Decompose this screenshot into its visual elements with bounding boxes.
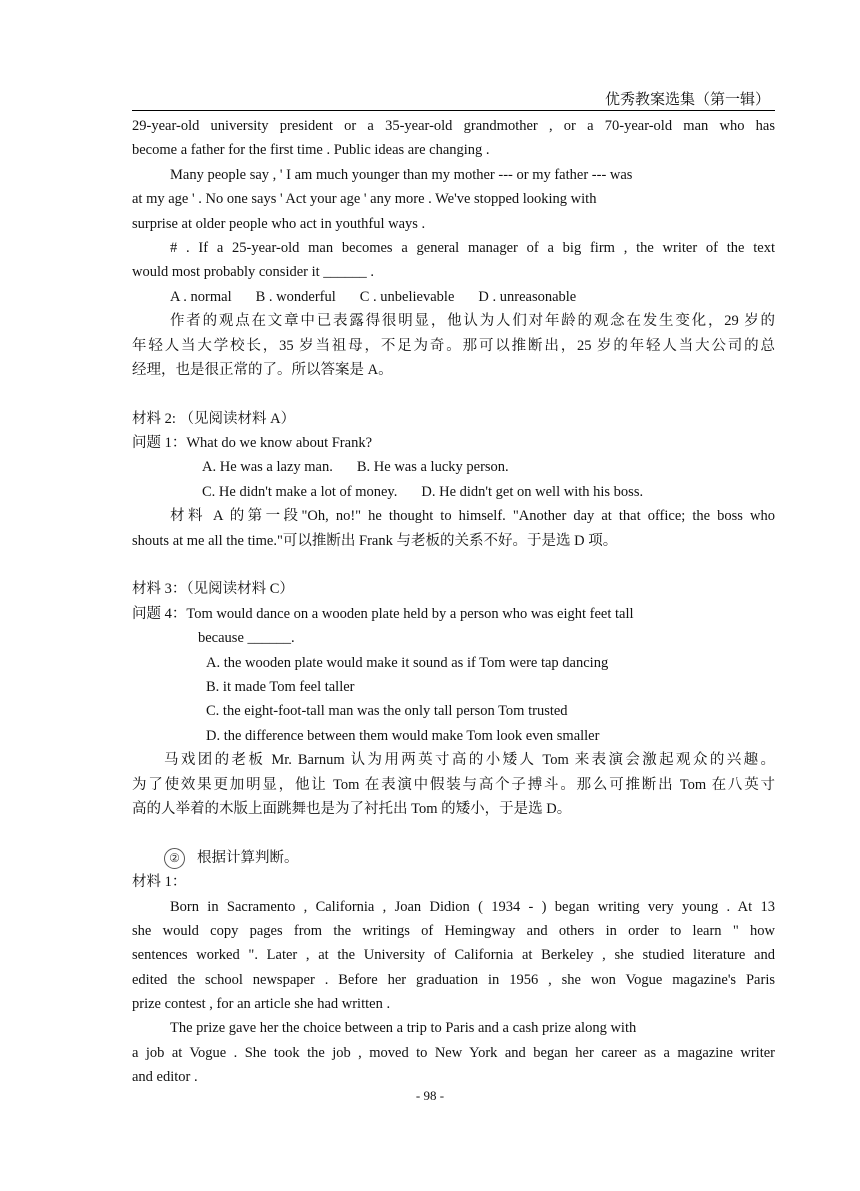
question-line: 问题 1：What do we know about Frank?: [132, 435, 373, 452]
material-heading: 材料 1：: [132, 874, 187, 891]
explanation-line: 材料 A 的第一段"Oh, no!" he thought to himself. "Another day at that office; the boss who: [170, 508, 775, 525]
option-b: B. He was a lucky person.: [356, 459, 509, 476]
blank-line: [132, 382, 775, 406]
option-d: D . unreasonable: [478, 288, 577, 305]
option-a: A . normal: [170, 288, 232, 305]
option-row: [132, 480, 775, 504]
blank-line: [132, 821, 775, 845]
blank-line: [132, 553, 775, 577]
option-d: D. the difference between them would make Tom look even smaller: [206, 727, 600, 744]
text-line: Born in Sacramento , California , Joan Didion ( 1934 - ) began writing very young . At 13: [170, 898, 775, 915]
explanation-line: 为了使效果更加明显，他让 Tom 在表演中假装与高个子搏斗。那么可推断出 Tom 在八英寸: [132, 776, 775, 793]
circled-number-icon: ②: [164, 848, 185, 869]
section-title: 根据计算判断。: [197, 849, 299, 866]
material-heading: 材料 3：（见阅读材料 C）: [132, 581, 294, 598]
question-line: 问题 4：Tom would dance on a wooden plate held by a person who was eight feet tall: [132, 605, 634, 622]
option-d: D. He didn't get on well with his boss.: [421, 483, 644, 500]
text-line: at my age ' . No one says ' Act your age ' any more . We've stopped looking with: [132, 191, 597, 208]
question-line: # . If a 25-year-old man becomes a general manager of a big firm , the writer of the text: [170, 239, 775, 256]
explanation-line: 马戏团的老板 Mr. Barnum 认为用两英寸高的小矮人 Tom 来表演会激起观众的兴趣。: [164, 752, 775, 769]
page-body: [132, 114, 775, 1090]
section-heading: [132, 846, 775, 870]
option-b: B. it made Tom feel taller: [206, 678, 355, 695]
text-line: a job at Vogue . She took the job , moved to New York and began her career as a magazine writer: [132, 1044, 775, 1061]
text-line: she would copy pages from the writings of Hemingway and others in order to learn " how: [132, 922, 775, 939]
header-rule: [132, 110, 775, 111]
text-line: prize contest , for an article she had written .: [132, 996, 391, 1013]
text-line: sentences worked ". Later , at the University of California at Berkeley , she studied literature and: [132, 947, 775, 964]
text-line: Many people say , ' I am much younger than my mother --- or my father --- was: [170, 166, 633, 183]
running-header: 优秀教案选集（第一辑）: [604, 92, 770, 108]
option-c: C . unbelievable: [359, 288, 455, 305]
explanation-line: shouts at me all the time."可以推断出 Frank 与老板的关系不好。于是选 D 项。: [132, 532, 618, 549]
page-number: - 98 -: [415, 1088, 445, 1103]
option-row: [132, 455, 775, 479]
explanation-line: 年轻人当大学校长，35 岁当祖母，不足为奇。那可以推断出，25 岁的年轻人当大公司的总: [132, 337, 775, 354]
question-line: because ______.: [198, 630, 295, 647]
text-line: edited the school newspaper . Before her graduation in 1956 , she won Vogue magazine's Paris: [132, 971, 775, 988]
text-line: surprise at older people who act in youthful ways .: [132, 215, 426, 232]
material-heading: 材料 2: （见阅读材料 A）: [132, 410, 296, 427]
explanation-line: 高的人举着的木版上面跳舞也是为了衬托出 Tom 的矮小，于是选 D。: [132, 800, 572, 817]
question-line: would most probably consider it ______ .: [132, 264, 375, 281]
explanation-line: 作者的观点在文章中已表露得很明显，他认为人们对年龄的观念在发生变化，29 岁的: [170, 313, 775, 330]
text-line: and editor .: [132, 1069, 198, 1086]
option-c: C. He didn't make a lot of money.: [202, 483, 398, 500]
option-b: B . wonderful: [255, 288, 336, 305]
option-a: A. He was a lazy man.: [202, 459, 333, 476]
explanation-line: 经理，也是很正常的了。所以答案是 A。: [132, 361, 393, 378]
option-c: C. the eight-foot-tall man was the only tall person Tom trusted: [206, 703, 568, 720]
text-line: become a father for the first time . Public ideas are changing .: [132, 142, 490, 159]
option-a: A. the wooden plate would make it sound as if Tom were tap dancing: [206, 654, 609, 671]
text-line: The prize gave her the choice between a trip to Paris and a cash prize along with: [170, 1020, 637, 1037]
answer-options: [132, 285, 775, 309]
text-line: 29-year-old university president or a 35-year-old grandmother , or a 70-year-old man who has: [132, 118, 775, 134]
